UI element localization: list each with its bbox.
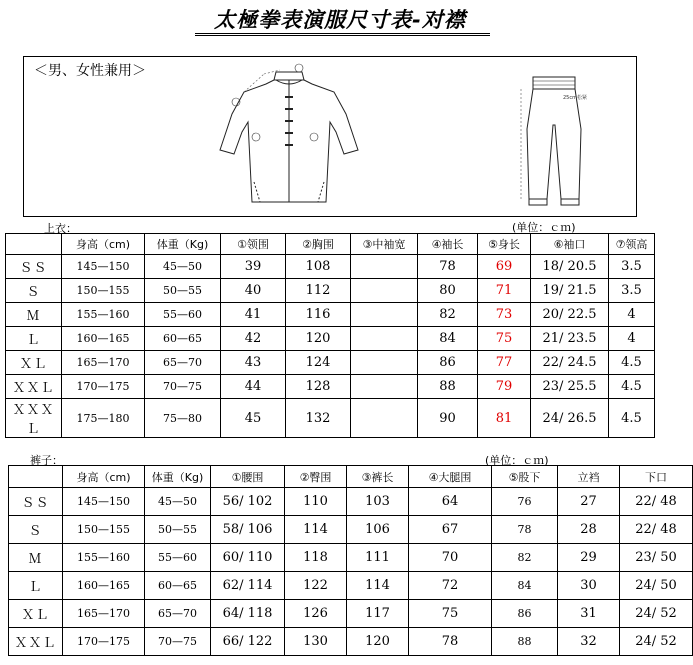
table-cell: 66/ 122 xyxy=(211,628,285,656)
table-cell: 4.5 xyxy=(609,351,655,375)
table-cell: 170—175 xyxy=(63,628,145,656)
table-cell: 82 xyxy=(418,303,478,327)
table-cell: 124 xyxy=(286,351,351,375)
table-cell: 160—165 xyxy=(62,327,145,351)
table-cell: 22/ 48 xyxy=(620,516,693,544)
body-length-cell: 73 xyxy=(478,303,531,327)
table-cell: 22/ 48 xyxy=(620,488,693,516)
table-cell: 117 xyxy=(347,600,409,628)
header-cell: ②胸围 xyxy=(286,234,351,255)
table-cell: 72 xyxy=(409,572,492,600)
jacket-size-table xyxy=(5,233,655,438)
table-row xyxy=(6,399,655,438)
table-cell: 120 xyxy=(286,327,351,351)
table-row xyxy=(6,351,655,375)
size-cell: ＳＳ xyxy=(6,255,62,279)
table-cell: 58/ 106 xyxy=(211,516,285,544)
table-cell: 32 xyxy=(558,628,620,656)
table-cell: 43 xyxy=(221,351,286,375)
size-cell: ＸＸＬ xyxy=(9,628,63,656)
table-cell: 4.5 xyxy=(609,399,655,438)
table-row xyxy=(9,628,693,656)
table-cell: 155—160 xyxy=(62,303,145,327)
size-cell: ＸＸＬ xyxy=(6,375,62,399)
header-cell: ⑤身长 xyxy=(478,234,531,255)
table-cell: 78 xyxy=(418,255,478,279)
table-row xyxy=(6,279,655,303)
table-cell: 42 xyxy=(221,327,286,351)
table-cell: 65—70 xyxy=(145,351,221,375)
header-cell: ⑦领高 xyxy=(609,234,655,255)
table-cell: 70 xyxy=(409,544,492,572)
table-cell xyxy=(351,303,418,327)
table-cell: 108 xyxy=(286,255,351,279)
header-cell: 立裆 xyxy=(558,466,620,488)
table-cell: 39 xyxy=(221,255,286,279)
unisex-label: ＜男、女性兼用＞ xyxy=(34,63,146,79)
size-cell: Ｍ xyxy=(9,544,63,572)
table-cell: 88 xyxy=(492,628,558,656)
table-cell: 76 xyxy=(492,488,558,516)
header-cell: ①腰围 xyxy=(211,466,285,488)
pants-section-label: 裤子： xyxy=(30,454,63,467)
table-cell: 90 xyxy=(418,399,478,438)
table-cell: 106 xyxy=(347,516,409,544)
title-underline xyxy=(195,33,490,36)
header-cell: ④大腿围 xyxy=(409,466,492,488)
size-cell: ＸＬ xyxy=(9,600,63,628)
table-cell xyxy=(351,399,418,438)
header-cell: 体重（Kg) xyxy=(145,466,211,488)
table-cell: 24/ 26.5 xyxy=(531,399,609,438)
table-cell: 28 xyxy=(558,516,620,544)
header-cell: ⑥袖口 xyxy=(531,234,609,255)
table-cell: 80 xyxy=(418,279,478,303)
table-cell: 4 xyxy=(609,327,655,351)
table-cell: 60/ 110 xyxy=(211,544,285,572)
table-cell: 88 xyxy=(418,375,478,399)
table-cell: 45—50 xyxy=(145,488,211,516)
table-cell: 75—80 xyxy=(145,399,221,438)
table-cell: 23/ 50 xyxy=(620,544,693,572)
table-cell: 27 xyxy=(558,488,620,516)
table-cell xyxy=(351,375,418,399)
table-cell: 24/ 52 xyxy=(620,628,693,656)
header-cell: ③中袖宽 xyxy=(351,234,418,255)
table-cell: 22/ 24.5 xyxy=(531,351,609,375)
table-cell: 118 xyxy=(285,544,347,572)
pants-size-table xyxy=(8,465,693,656)
body-length-cell: 77 xyxy=(478,351,531,375)
table-cell: 145—150 xyxy=(62,255,145,279)
pants-unit-label: (单位：ｃｍ) xyxy=(485,454,549,467)
size-cell: Ｌ xyxy=(6,327,62,351)
garment-figure-box xyxy=(23,56,637,217)
table-cell: 44 xyxy=(221,375,286,399)
table-cell: 4.5 xyxy=(609,375,655,399)
size-cell: ＳＳ xyxy=(9,488,63,516)
body-length-cell: 71 xyxy=(478,279,531,303)
table-cell: 70—75 xyxy=(145,375,221,399)
header-cell: 身高（cm) xyxy=(63,466,145,488)
size-cell: ＸＸＸＬ xyxy=(6,399,62,438)
table-row xyxy=(6,255,655,279)
table-cell: 122 xyxy=(285,572,347,600)
table-cell: 55—60 xyxy=(145,544,211,572)
size-cell: Ｌ xyxy=(9,572,63,600)
table-cell: 103 xyxy=(347,488,409,516)
size-cell: Ｓ xyxy=(9,516,63,544)
body-length-cell: 79 xyxy=(478,375,531,399)
table-cell: 45 xyxy=(221,399,286,438)
table-cell: 82 xyxy=(492,544,558,572)
table-cell: 175—180 xyxy=(62,399,145,438)
table-row xyxy=(9,600,693,628)
table-cell: 3.5 xyxy=(609,255,655,279)
header-cell: ①领围 xyxy=(221,234,286,255)
table-cell: 78 xyxy=(492,516,558,544)
table-cell: 114 xyxy=(347,572,409,600)
size-cell: Ｓ xyxy=(6,279,62,303)
header-cell: ②臀围 xyxy=(285,466,347,488)
table-cell: 120 xyxy=(347,628,409,656)
jacket-section-label: 上衣： xyxy=(44,222,77,235)
table-cell: 60—65 xyxy=(145,327,221,351)
header-cell: ④袖长 xyxy=(418,234,478,255)
table-cell: 41 xyxy=(221,303,286,327)
table-cell: 64/ 118 xyxy=(211,600,285,628)
table-cell: 30 xyxy=(558,572,620,600)
table-cell xyxy=(351,351,418,375)
table-cell: 86 xyxy=(418,351,478,375)
table-cell: 126 xyxy=(285,600,347,628)
table-cell: 170—175 xyxy=(62,375,145,399)
pants-illustration xyxy=(519,69,589,211)
table-cell: 128 xyxy=(286,375,351,399)
table-cell: 62/ 114 xyxy=(211,572,285,600)
header-cell: 体重（Kg) xyxy=(145,234,221,255)
table-cell: 150—155 xyxy=(63,516,145,544)
table-cell: 50—55 xyxy=(145,516,211,544)
page-title: 太極拳表演服尺寸表-对襟 xyxy=(214,8,466,32)
table-cell: 55—60 xyxy=(145,303,221,327)
pants-header-row xyxy=(9,466,693,488)
header-cell xyxy=(6,234,62,255)
table-cell xyxy=(351,327,418,351)
size-cell: ＸＬ xyxy=(6,351,62,375)
table-cell: 160—165 xyxy=(63,572,145,600)
table-cell: 111 xyxy=(347,544,409,572)
table-cell xyxy=(351,255,418,279)
table-cell: 60—65 xyxy=(145,572,211,600)
table-cell xyxy=(351,279,418,303)
table-cell: 112 xyxy=(286,279,351,303)
table-row xyxy=(6,375,655,399)
table-cell: 165—170 xyxy=(63,600,145,628)
table-cell: 31 xyxy=(558,600,620,628)
table-cell: 132 xyxy=(286,399,351,438)
table-row xyxy=(9,544,693,572)
jacket-illustration xyxy=(214,62,364,214)
table-cell: 65—70 xyxy=(145,600,211,628)
table-cell: 3.5 xyxy=(609,279,655,303)
pants-waist-note: 25cm松紧 xyxy=(563,95,587,101)
table-row xyxy=(9,572,693,600)
table-cell: 110 xyxy=(285,488,347,516)
table-cell: 64 xyxy=(409,488,492,516)
table-cell: 165—170 xyxy=(62,351,145,375)
size-cell: Ｍ xyxy=(6,303,62,327)
header-cell: ⑤股下 xyxy=(492,466,558,488)
table-cell: 50—55 xyxy=(145,279,221,303)
table-cell: 19/ 21.5 xyxy=(531,279,609,303)
table-cell: 155—160 xyxy=(63,544,145,572)
table-cell: 20/ 22.5 xyxy=(531,303,609,327)
table-cell: 56/ 102 xyxy=(211,488,285,516)
table-cell: 24/ 50 xyxy=(620,572,693,600)
table-cell: 84 xyxy=(492,572,558,600)
table-cell: 4 xyxy=(609,303,655,327)
table-cell: 75 xyxy=(409,600,492,628)
table-cell: 145—150 xyxy=(63,488,145,516)
table-cell: 29 xyxy=(558,544,620,572)
table-cell: 40 xyxy=(221,279,286,303)
table-row xyxy=(6,303,655,327)
jacket-unit-label: (单位：ｃｍ) xyxy=(512,221,576,234)
header-cell: 下口 xyxy=(620,466,693,488)
body-length-cell: 81 xyxy=(478,399,531,438)
table-row xyxy=(9,488,693,516)
header-cell xyxy=(9,466,63,488)
table-row xyxy=(6,327,655,351)
body-length-cell: 69 xyxy=(478,255,531,279)
table-cell: 23/ 25.5 xyxy=(531,375,609,399)
table-cell: 18/ 20.5 xyxy=(531,255,609,279)
table-cell: 130 xyxy=(285,628,347,656)
table-cell: 24/ 52 xyxy=(620,600,693,628)
table-cell: 67 xyxy=(409,516,492,544)
table-cell: 84 xyxy=(418,327,478,351)
table-cell: 45—50 xyxy=(145,255,221,279)
table-cell: 116 xyxy=(286,303,351,327)
table-cell: 21/ 23.5 xyxy=(531,327,609,351)
jacket-header-row xyxy=(6,234,655,255)
header-cell: ③裤长 xyxy=(347,466,409,488)
header-cell: 身高（cm) xyxy=(62,234,145,255)
table-cell: 114 xyxy=(285,516,347,544)
table-cell: 70—75 xyxy=(145,628,211,656)
table-row xyxy=(9,516,693,544)
table-cell: 86 xyxy=(492,600,558,628)
table-cell: 78 xyxy=(409,628,492,656)
table-cell: 150—155 xyxy=(62,279,145,303)
body-length-cell: 75 xyxy=(478,327,531,351)
